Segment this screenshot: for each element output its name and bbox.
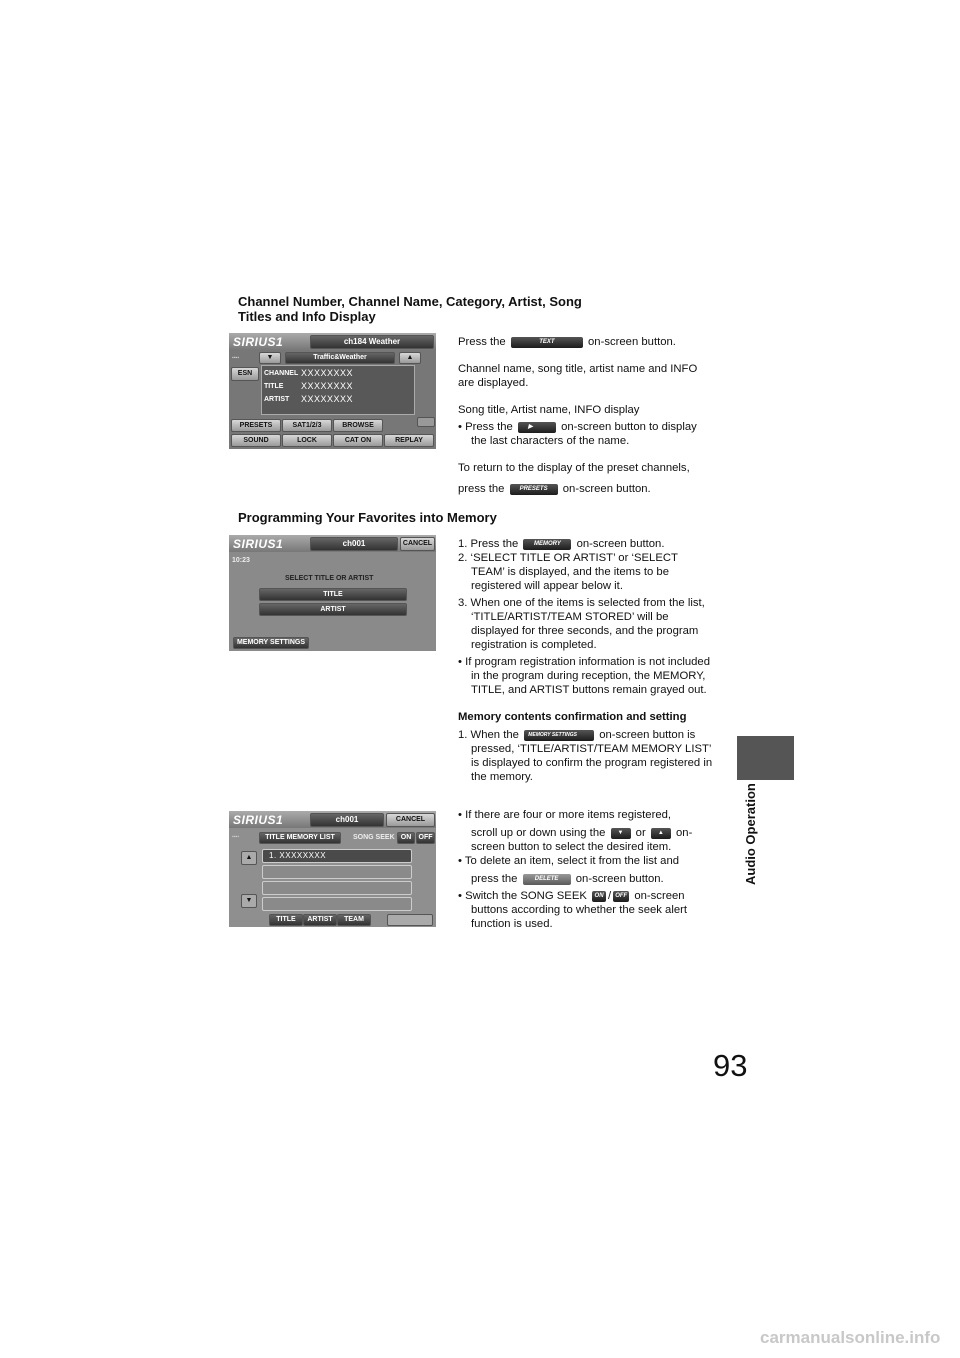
title-label: TITLE [264, 383, 284, 390]
bullet [458, 420, 713, 448]
down-arrow-icon[interactable]: ▼ [259, 352, 281, 364]
channel-display: ch184 Weather [310, 335, 434, 349]
text: • Press the [458, 421, 513, 433]
channel-display: ch001 [310, 813, 384, 827]
channel-label: CHANNEL [264, 370, 299, 377]
list-item[interactable] [262, 881, 412, 895]
presets-button-image: PRESETS [510, 484, 558, 495]
memory-settings-button[interactable]: MEMORY SETTINGS [233, 637, 309, 649]
heading-line: Titles and Info Display [238, 309, 376, 324]
seek-on-button[interactable]: ON [397, 832, 415, 844]
paragraph: Song title, Artist name, INFO display [458, 404, 640, 416]
up-arrow-icon[interactable]: ▲ [399, 352, 421, 364]
list-item[interactable] [262, 849, 412, 863]
screen-indicator: ▪▪▪▪ [232, 355, 240, 361]
replay-button[interactable]: REPLAY [384, 434, 434, 447]
sirius-logo: SIRIUS1 [233, 335, 284, 349]
text: press the [471, 873, 518, 885]
sirius-text-display-screenshot [229, 333, 436, 449]
bullet: • If program registration information is not included in the program during reception, the MEMORY, TITLE, and ARTIST buttons remain grayed out. [458, 656, 710, 696]
text: 1. When the [458, 729, 519, 741]
channel-value: XXXXXXXX [301, 368, 354, 378]
bullet: • To delete an item, select it from the list and [458, 855, 680, 867]
section-heading-memory: Programming Your Favorites into Memory [238, 510, 497, 525]
bullet-continuation [458, 872, 713, 886]
text: press the [458, 483, 505, 495]
section1-text [458, 335, 713, 496]
title-option-button[interactable]: TITLE [259, 588, 407, 601]
step: 2. ‘SELECT TITLE OR ARTIST’ or ‘SELECT TEAM’ is displayed, and the items to be registered will appear below it. [458, 552, 678, 592]
presets-button[interactable]: PRESETS [231, 419, 281, 432]
bullet: • If there are four or more items registered, [458, 809, 672, 821]
paragraph: To return to the display of the preset channels, [458, 462, 690, 474]
sound-button[interactable]: SOUND [231, 434, 281, 447]
text-button-grayed [417, 417, 435, 427]
paragraph [458, 482, 713, 496]
seek-off-button[interactable]: OFF [416, 832, 435, 844]
bullet-continuation [458, 826, 713, 840]
side-tab-label: Audio Operation [743, 783, 758, 885]
up-arrow-icon: ▲ [651, 828, 671, 839]
delete-button-grayed [387, 914, 433, 926]
text: on-screen button. [562, 483, 651, 495]
song-seek-label: SONG SEEK [353, 834, 395, 841]
paragraph: Channel name, song title, artist name and INFO are displayed. [458, 363, 698, 389]
cat-on-button[interactable]: CAT ON [333, 434, 383, 447]
paragraph [458, 335, 713, 349]
text: on-screen button to display the last characters of the name. [471, 421, 697, 447]
section2-steps [458, 537, 713, 784]
heading-line: Channel Number, Channel Name, Category, Artist, Song [238, 294, 582, 309]
text: 1. Press the [458, 538, 519, 550]
sat-button[interactable]: SAT1/2/3 [282, 419, 332, 432]
text: on-screen [634, 890, 685, 902]
step [458, 537, 713, 551]
category-display: Traffic&Weather [285, 352, 395, 364]
title-memory-list-screenshot [229, 811, 436, 927]
text: scroll up or down using the [471, 827, 606, 839]
watermark: carmanualsonline.info [760, 1328, 941, 1347]
clock: 10:23 [232, 557, 250, 564]
title-value: XXXXXXXX [301, 381, 354, 391]
artist-option-button[interactable]: ARTIST [259, 603, 407, 616]
bullet [458, 889, 713, 903]
section-heading-channel-info [238, 294, 718, 324]
text: / [608, 890, 612, 902]
memory-settings-button-image: MEMORY SETTINGS [524, 730, 594, 741]
text: on-screen button. [575, 873, 664, 885]
subheading: Memory contents confirmation and setting [458, 711, 687, 723]
screen-indicator: ▪▪▪▪ [232, 834, 240, 840]
off-button-image: OFF [613, 891, 629, 902]
step [458, 728, 713, 784]
up-scroll-icon[interactable]: ▲ [241, 851, 257, 865]
list-item-text: 1. XXXXXXXX [269, 851, 327, 860]
sirius-logo: SIRIUS1 [233, 537, 284, 551]
title-tab[interactable]: TITLE [269, 914, 303, 926]
cancel-button[interactable]: CANCEL [400, 537, 435, 551]
list-item[interactable] [262, 865, 412, 879]
channel-display: ch001 [310, 537, 398, 551]
text-button-image: TEXT [511, 337, 583, 348]
artist-value: XXXXXXXX [301, 394, 354, 404]
list-item[interactable] [262, 897, 412, 911]
text: • Switch the SONG SEEK [458, 890, 587, 902]
bullet-continuation: buttons according to whether the seek alert function is used. [471, 904, 688, 930]
text: on-screen button. [576, 538, 665, 550]
list-title: TITLE MEMORY LIST [259, 832, 341, 844]
delete-button-image: DELETE [523, 874, 571, 885]
on-button-image: ON [592, 891, 606, 902]
select-title-artist-screenshot [229, 535, 436, 651]
esn-button[interactable]: ESN [231, 367, 259, 381]
text: Press the [458, 336, 506, 348]
down-scroll-icon[interactable]: ▼ [241, 894, 257, 908]
step: 3. When one of the items is selected from the list, ‘TITLE/ARTIST/TEAM STORED’ will be displayed for three seconds, and the program registration is completed. [458, 597, 705, 651]
text: or [635, 827, 646, 839]
team-tab[interactable]: TEAM [337, 914, 371, 926]
bullet-continuation: screen button to select the desired item. [471, 841, 672, 853]
memory-button-image: MEMORY [523, 539, 571, 550]
play-arrow-icon: ▶ [518, 422, 556, 433]
lock-button[interactable]: LOCK [282, 434, 332, 447]
select-prompt: SELECT TITLE OR ARTIST [285, 575, 374, 582]
text: on-screen button is pressed, ‘TITLE/ARTIST/TEAM MEMORY LIST’ is displayed to confirm the program registered in the memory. [471, 729, 713, 783]
section2-bullets [458, 808, 713, 931]
down-arrow-icon: ▼ [611, 828, 631, 839]
text: on-screen button. [588, 336, 676, 348]
browse-button[interactable]: BROWSE [333, 419, 383, 432]
sirius-logo: SIRIUS1 [233, 813, 284, 827]
artist-tab[interactable]: ARTIST [303, 914, 337, 926]
artist-label: ARTIST [264, 396, 290, 403]
text: on- [676, 827, 693, 839]
section-tab-marker [737, 736, 794, 780]
page-number: 93 [713, 1048, 748, 1083]
cancel-button[interactable]: CANCEL [386, 813, 435, 827]
